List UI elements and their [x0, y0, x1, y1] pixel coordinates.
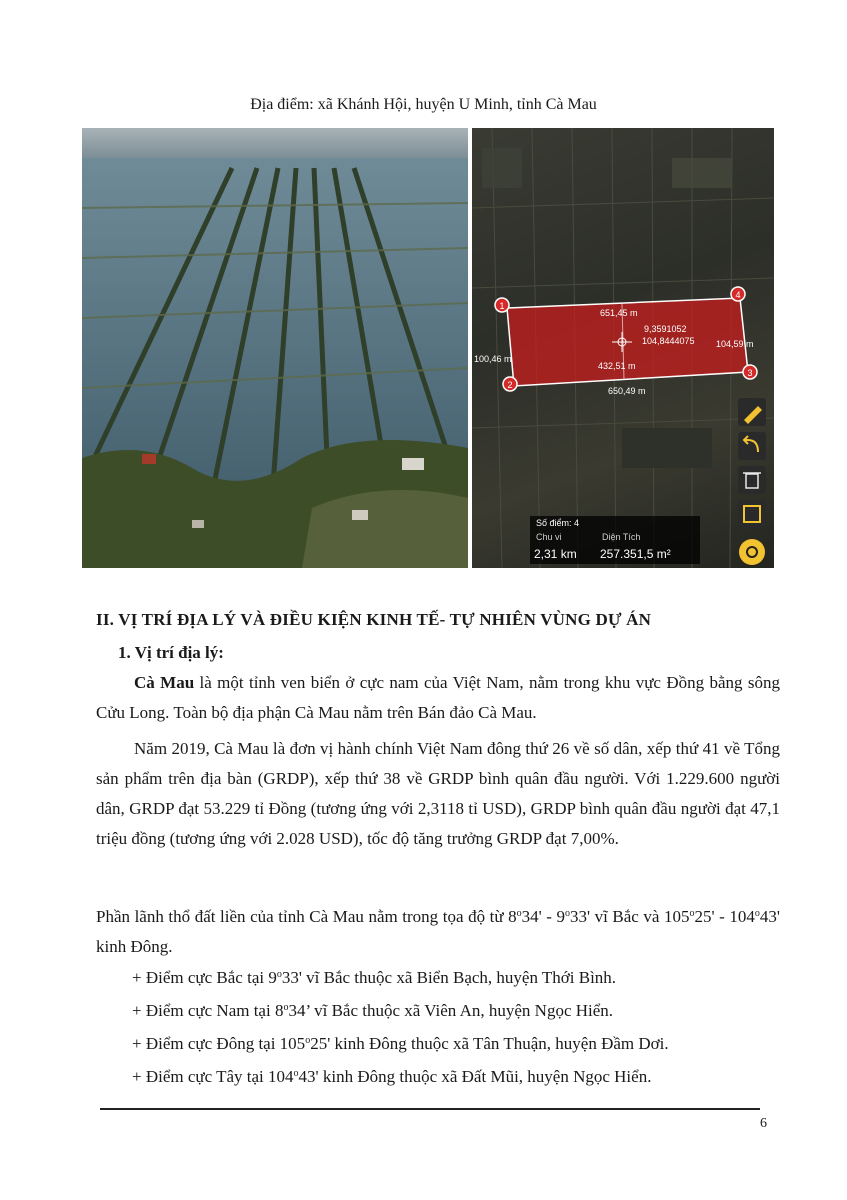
points-count-label: Số điểm: 4 [536, 518, 580, 528]
marker-3[interactable] [743, 365, 757, 379]
svg-text:3: 3 [747, 368, 753, 378]
paragraph-intro [96, 668, 780, 728]
figure-caption: Địa điểm: xã Khánh Hội, huyện U Minh, tỉnh Cà Mau [250, 96, 597, 113]
figure-photos [82, 128, 774, 568]
measurement-info-panel [530, 516, 700, 564]
edit-tool-icon[interactable] [738, 398, 766, 426]
top-length-label: 651,45 m [600, 308, 638, 318]
trash-icon[interactable] [738, 466, 766, 494]
middle-length-label: 432,51 m [598, 361, 636, 371]
longitude-label: 104,8444075 [642, 336, 695, 346]
perimeter-value: 2,31 km [534, 547, 577, 561]
paragraph-coordinates: Phần lãnh thổ đất liền của tỉnh Cà Mau nằm trong tọa độ từ 8$^o$34' - 9$^o$33' vĩ Bắc và 105$^o$25' - 104$^o$43' kinh Đông. [96, 907, 780, 956]
section-heading: II. VỊ TRÍ ĐỊA LÝ VÀ ĐIỀU KIỆN KINH TẾ- TỰ NHIÊN VÙNG DỰ ÁN [96, 610, 652, 629]
undo-icon[interactable] [738, 432, 766, 460]
aerial-photo [82, 128, 468, 568]
perimeter-label: Chu vi [536, 532, 562, 542]
fullscreen-icon[interactable] [738, 500, 766, 528]
satellite-map-drawing [472, 128, 774, 568]
province-name: Cà Mau [134, 673, 195, 692]
marker-2[interactable] [503, 377, 517, 391]
gps-locate-icon[interactable] [739, 539, 765, 565]
list-item: + Điểm cực Tây tại 104$^o$43' kinh Đông thuộc xã Đất Mũi, huyện Ngọc Hiển. [132, 1067, 652, 1086]
right-length-label: 104,59 m [716, 339, 754, 349]
footer-rule [100, 1108, 760, 1110]
svg-text:4: 4 [735, 290, 741, 300]
left-length-label: 100,46 m [474, 354, 512, 364]
list-item: + Điểm cực Đông tại 105$^o$25' kinh Đông thuộc xã Tân Thuận, huyện Đầm Dơi. [132, 1034, 669, 1053]
aerial-photo-drawing [82, 128, 468, 568]
bottom-length-label: 650,49 m [608, 386, 646, 396]
paragraph-economy: Năm 2019, Cà Mau là đơn vị hành chính Việt Nam đông thứ 26 về số dân, xếp thứ 41 về Tổng sản phẩm trên địa bàn (GRDP), xếp thứ 38 về GRDP bình quân đầu người. Với 1.229.600 người dân, GRDP đạt 53.229 tỉ Đồng (tương ứng với 2,3118 tỉ USD), GRDP bình quân đầu người đạt 47,1 triệu đồng (tương ứng với 2.028 USD), tốc độ tăng trưởng GRDP đạt 7,00%. [96, 739, 780, 848]
paragraph-intro-text: là một tỉnh ven biển ở cực nam của Việt Nam, nằm trong khu vực Đồng bằng sông Cửu Long. Toàn bộ địa phận Cà Mau nằm trên Bán đảo Cà Mau. [96, 673, 781, 722]
svg-text:1: 1 [499, 301, 505, 311]
svg-text:2: 2 [507, 380, 513, 390]
marker-4[interactable] [731, 287, 745, 301]
marker-1[interactable] [495, 298, 509, 312]
list-item: + Điểm cực Nam tại 8$^o$34’ vĩ Bắc thuộc xã Viên An, huyện Ngọc Hiển. [132, 1001, 614, 1020]
area-label: Diện Tích [602, 532, 641, 542]
area-value: 257.351,5 m² [600, 547, 671, 561]
satellite-map [472, 128, 774, 568]
latitude-label: 9,3591052 [644, 324, 687, 334]
list-item: + Điểm cực Bắc tại 9$^o$33' vĩ Bắc thuộc xã Biển Bạch, huyện Thới Bình. [132, 968, 617, 987]
subsection-heading: 1. Vị trí địa lý: [118, 643, 224, 662]
page-number: 6 [760, 1116, 767, 1131]
